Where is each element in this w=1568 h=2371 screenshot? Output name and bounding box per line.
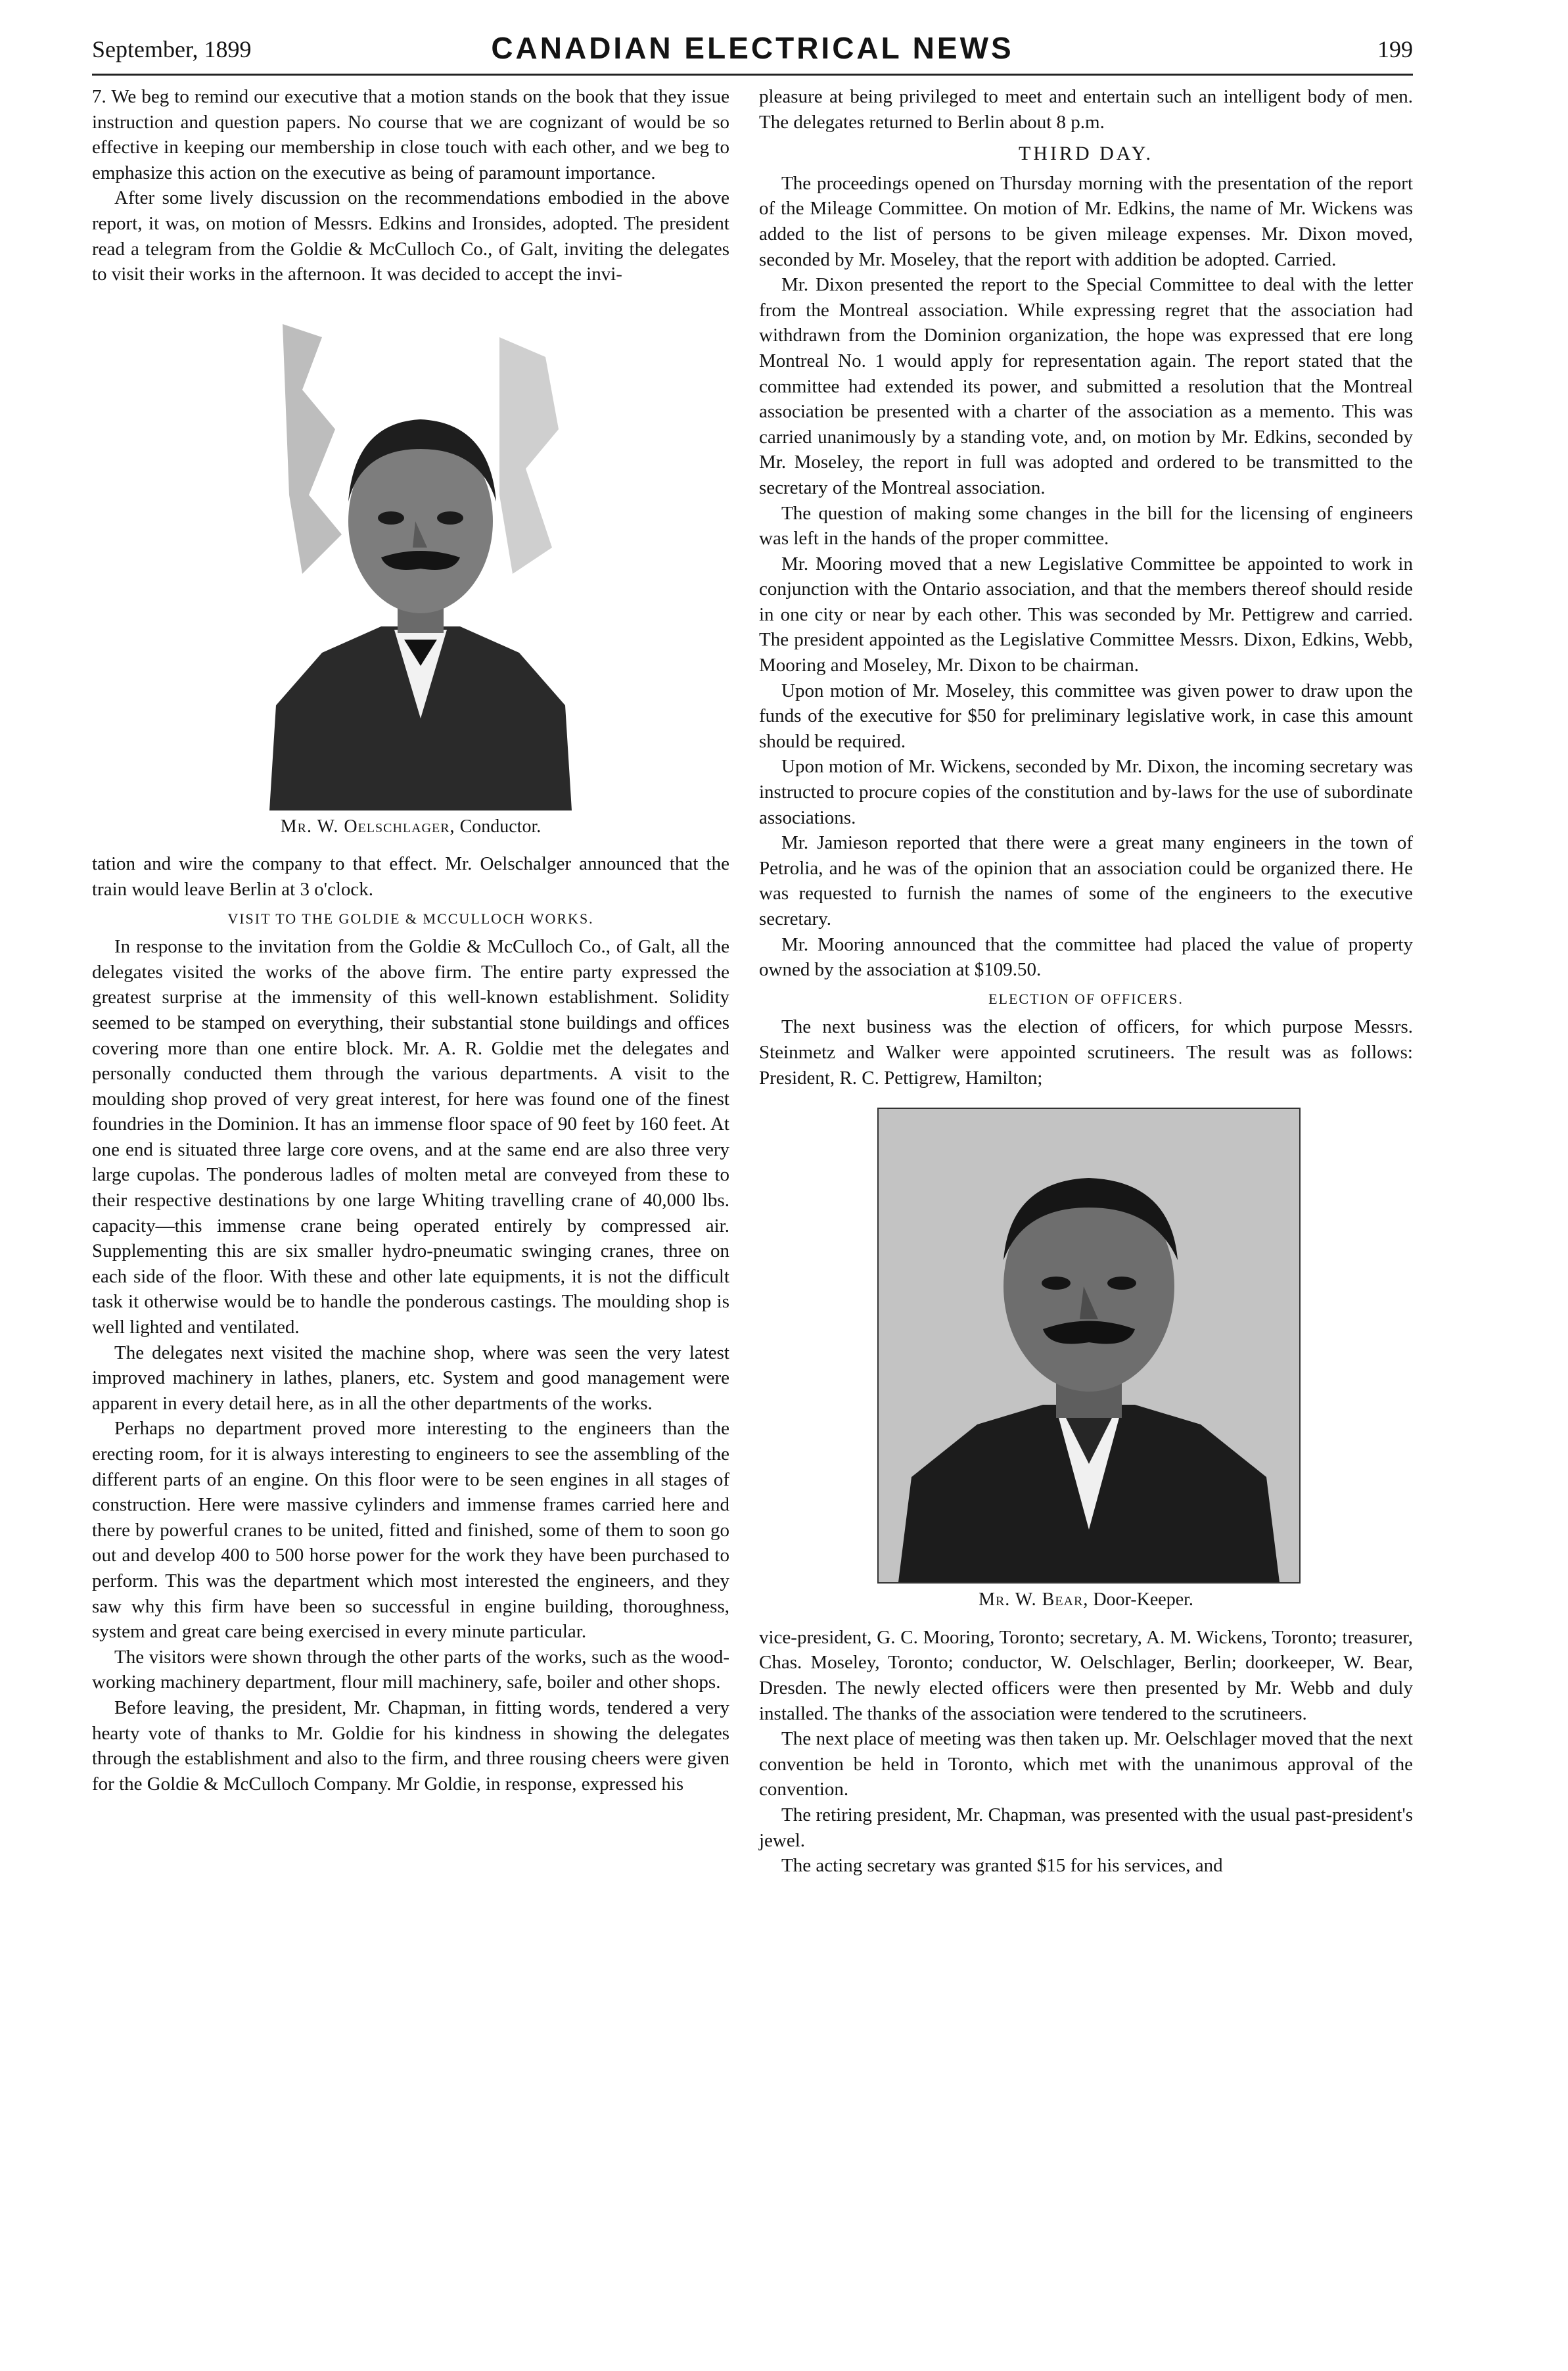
caption-role: Conductor. — [459, 816, 542, 837]
paragraph: Mr. Mooring moved that a new Legislative Committee be appointed to work in conjunction with the Ontario association, and that the members thereof should reside in one city or near by each other. This was seconded by Mr. Pettigrew and carried. The president appointed as the Legislative Committee Messrs. Dixon, Edkins, Webb, Mooring and Moseley, Mr. Dixon to be chairman. — [759, 553, 1413, 676]
portrait-bear-image — [879, 1109, 1299, 1582]
paragraph: vice-president, G. C. Mooring, Toronto; secretary, A. M. Wickens, Toronto; treasurer, Chas. Moseley, Toronto; conductor, W. Oelschlager, Berlin; doorkeeper, W. Bear, Dresden. The newly elected officers were then presented by Mr. Webb and duly installed. The thanks of the association were tendered to the scrutineers. — [759, 1626, 1413, 1724]
portrait-oelschlager-caption — [92, 814, 729, 840]
paragraph: tation and wire the company to that effect. Mr. Oelschalger announced that the train would leave Berlin at 3 o'clock. — [92, 853, 729, 900]
paragraph: Upon motion of Mr. Wickens, seconded by Mr. Dixon, the incoming secretary was instructed to procure copies of the constitution and by-laws for the use of subordinate associations. — [759, 756, 1413, 828]
paragraph: The delegates next visited the machine shop, where was seen the very latest improved machinery in lathes, planers, etc. System and good management were apparent in every detail here, as in all the other departments of the works. — [92, 1342, 729, 1414]
paragraph: pleasure at being privileged to meet and entertain such an intelligent body of men. The delegates returned to Berlin about 8 p.m. — [759, 86, 1413, 133]
publication-title: CANADIAN ELECTRICAL NEWS — [491, 31, 1014, 65]
right-column — [759, 84, 1413, 1879]
paragraph: The next place of meeting was then taken up. Mr. Oelschlager moved that the next convention be held in Toronto, which met with the unanimous approval of the convention. — [759, 1728, 1413, 1800]
paragraph: The question of making some changes in the bill for the licensing of engineers was left in the hands of the proper committee. — [759, 502, 1413, 550]
portrait-bear-caption — [759, 1587, 1413, 1613]
paragraph: Mr. Jamieson reported that there were a great many engineers in the town of Petrolia, and he was of the opinion that an association could be organized there. He was requested to furnish the names of some of the engineers to the executive secretary. — [759, 832, 1413, 929]
paragraph: In response to the invitation from the Goldie & McCulloch Co., of Galt, all the delegates visited the works of the above firm. The entire party expressed the greatest surprise at the immensity of this well-known establishment. Solidity seemed to be stamped on everything, their substantial stone buildings and offices covering more than one entire block. Mr. A. R. Goldie met the delegates and personally conducted them through the various departments. A visit to the moulding shop proved of very great interest, for here was found one of the finest foundries in the Dominion. It has an immense floor space of 90 feet by 160 feet. At one end is situated three large core ovens, and at the same end are also three very large cupolas. The ponderous ladles of molten metal are conveyed from these to their respective destinations by one large Whiting travelling crane of 40,000 lbs. capacity—this immense crane being operated entirely by compressed air. Supplementing this are six smaller hydro-pneumatic swinging cranes, three on each side of the floor. With these and other late equipments, it is not the difficult task it otherwise would be to handle the ponderous castings. The moulding shop is well lighted and ventilated. — [92, 936, 729, 1338]
paragraph: The visitors were shown through the other parts of the works, such as the wood-working machinery department, flour mill machinery, safe, boiler and other shops. — [92, 1646, 729, 1693]
portrait-bear — [877, 1108, 1301, 1584]
paragraph: Mr. Mooring announced that the committee had placed the value of property owned by the association at $109.50. — [759, 933, 1413, 981]
issue-date: September, 1899 — [92, 36, 252, 62]
header-rule — [92, 74, 1413, 76]
left-column — [92, 84, 729, 1796]
portrait-oelschlager-image — [263, 298, 578, 810]
paragraph: The proceedings opened on Thursday morning with the presentation of the report of the Mileage Committee. On motion of Mr. Edkins, the name of Mr. Wickens was added to the list of persons to be given mileage expenses. Mr. Dixon moved, seconded by Mr. Moseley, that the report with addition be adopted. Carried. — [759, 172, 1413, 270]
caption-role: Door-Keeper. — [1093, 1589, 1193, 1610]
section-heading-third-day: THIRD DAY. — [1018, 143, 1154, 165]
paragraph: The retiring president, Mr. Chapman, was presented with the usual past-president's jewel. — [759, 1804, 1413, 1851]
page-number: 199 — [1377, 36, 1413, 62]
paragraph: 7. We beg to remind our executive that a motion stands on the book that they issue instruction and question papers. No course that we are cognizant of would be so effective in keeping our membership in close touch with each other, and we beg to emphasize this action on the executive as being of paramount importance. — [92, 86, 729, 183]
section-heading-visit: VISIT TO THE GOLDIE & MCCULLOCH WORKS. — [227, 910, 594, 927]
caption-name: Mr. W. Bear, — [979, 1589, 1089, 1610]
page-header — [92, 26, 1413, 66]
paragraph: Mr. Dixon presented the report to the Special Committee to deal with the letter from the Montreal association. While expressing regret that the association had withdrawn from the Dominion organization, the hope was expressed that ere long Montreal No. 1 would apply for representation again. The report stated that the committee had extended its power, and submitted a resolution that the Montreal association be presented with a charter of the association as a memento. This was carried unanimously by a standing vote, and, on motion by Mr. Edkins, seconded by Mr. Moseley, the report in full was adopted and ordered to be transmitted to the secretary of the Montreal association. — [759, 274, 1413, 498]
paragraph: Before leaving, the president, Mr. Chapman, in fitting words, tendered a very hearty vote of thanks to Mr. Goldie for his kindness in showing the delegates through the establishment and also to the firm, and three rousing cheers were given for the Goldie & McCulloch Company. Mr Goldie, in response, expressed his — [92, 1697, 729, 1795]
paragraph: Upon motion of Mr. Moseley, this committee was given power to draw upon the funds of the executive for $50 for preliminary legislative work, in case this amount should be required. — [759, 680, 1413, 752]
paragraph: After some lively discussion on the recommendations embodied in the above report, it was, on motion of Messrs. Edkins and Ironsides, adopted. The president read a telegram from the Goldie & McCulloch Co., of Galt, inviting the delegates to visit their works in the afternoon. It was decided to accept the invi- — [92, 187, 729, 285]
paragraph: The acting secretary was granted $15 for his services, and — [781, 1855, 1223, 1877]
caption-name: Mr. W. Oelschlager, — [280, 816, 455, 837]
paragraph: Perhaps no department proved more interesting to the engineers than the erecting room, for it is always interesting to engineers to see the assembling of the different parts of an engine. On this floor were to be seen engines in all stages of construction. Here were massive cylinders and immense frames carried here and there by powerful cranes to be united, fitted and finished, some of them to soon go out and develop 400 to 500 horse power for the work they have been purchased to perform. This was the department which most interested the engineers, and they saw why this firm have been so successful in engine building, thoroughness, system and great care being exercised in every minute particular. — [92, 1418, 729, 1643]
paragraph: The next business was the election of officers, for which purpose Messrs. Steinmetz and Walker were appointed scrutineers. The result was as follows: President, R. C. Pettigrew, Hamilton; — [759, 1016, 1413, 1089]
section-heading-election: ELECTION OF OFFICERS. — [988, 990, 1184, 1007]
portrait-oelschlager — [263, 298, 578, 810]
